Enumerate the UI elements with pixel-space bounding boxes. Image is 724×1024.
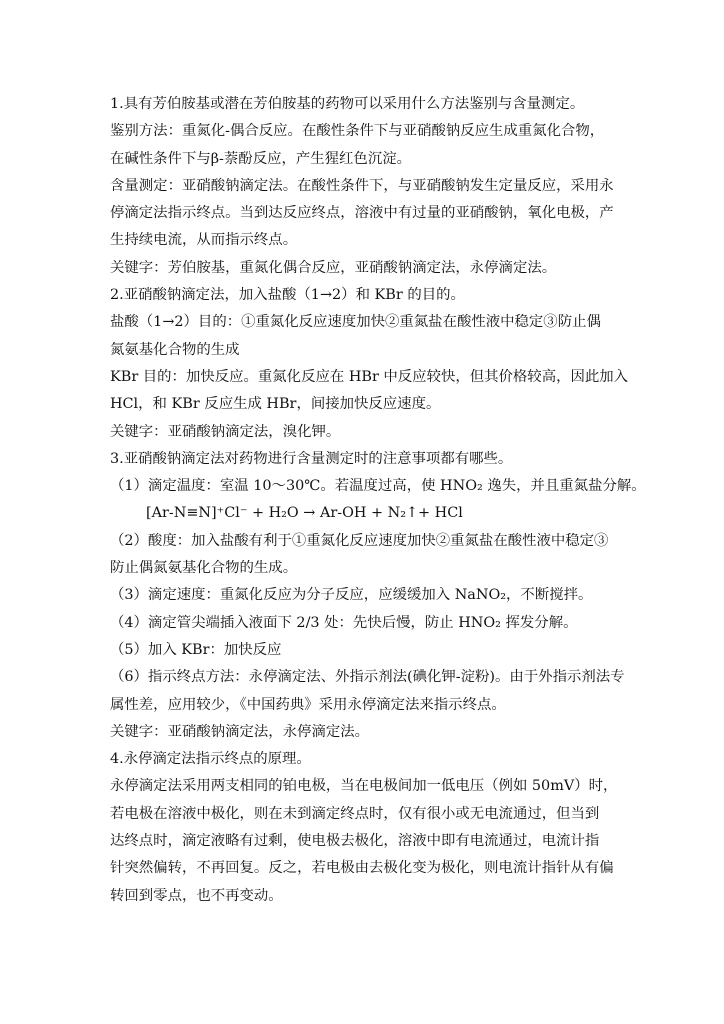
list-item: （1）滴定温度：室温 10～30℃。若温度过高，使 HNO₂ 逸失，并且重氮盐分解。 — [110, 478, 646, 495]
reaction-formula: [Ar-N≡N]⁺Cl⁻ + H₂O → Ar-OH + N₂↑+ HCl — [146, 505, 463, 522]
q4-title: 4.永停滴定法指示终点的原理。 — [110, 751, 311, 768]
document-body — [110, 91, 646, 910]
text-line: 若电极在溶液中极化，则在未到滴定终点时，仅有很小或无电流通过，但当到 — [110, 805, 600, 822]
text-line: 永停滴定法采用两支相同的铂电极，当在电极间加一低电压（例如 50mV）时， — [110, 778, 618, 795]
text-line: 盐酸（1→2）目的：①重氮化反应速度加快②重氮盐在酸性液中稳定③防止偶 — [110, 314, 601, 331]
text-line: 氮氨基化合物的生成 — [110, 341, 240, 358]
keywords-line: 关键字：亚硝酸钠滴定法，溴化钾。 — [110, 423, 341, 440]
text-line: 针突然偏转，不再回复。反之，若电极由去极化变为极化，则电流计指针从有偏 — [110, 860, 614, 877]
text-line: 转回到零点，也不再变动。 — [110, 887, 283, 904]
text-line: 达终点时，滴定液略有过剩，使电极去极化，溶液中即有电流通过，电流计指 — [110, 833, 600, 850]
q3-title: 3.亚硝酸钠滴定法对药物进行含量测定时的注意事项都有哪些。 — [110, 450, 513, 467]
list-item: （3）滴定速度：重氮化反应为分子反应，应缓缓加入 NaNO₂，不断搅拌。 — [110, 587, 593, 604]
text-line: 鉴别方法：重氮化-偶合反应。在酸性条件下与亚硝酸钠反应生成重氮化合物， — [110, 123, 605, 140]
text-line: 生持续电流，从而指示终点。 — [110, 232, 298, 249]
text-line: 在碱性条件下与β-萘酚反应，产生猩红色沉淀。 — [110, 150, 411, 167]
list-item: （2）酸度：加入盐酸有利于①重氮化反应速度加快②重氮盐在酸性液中稳定③ — [110, 532, 609, 549]
q1-title: 1.具有芳伯胺基或潜在芳伯胺基的药物可以采用什么方法鉴别与含量测定。 — [110, 96, 585, 112]
text-line: 防止偶氮氨基化合物的生成。 — [110, 560, 298, 577]
keywords-line: 关键字：亚硝酸钠滴定法，永停滴定法。 — [110, 723, 370, 740]
text-line: HCl，和 KBr 反应生成 HBr，间接加快反应速度。 — [110, 396, 441, 413]
text-line: KBr 目的：加快反应。重氮化反应在 HBr 中反应较快，但其价格较高，因此加入 — [110, 368, 629, 385]
text-line: 停滴定法指示终点。当到达反应终点，溶液中有过量的亚硝酸钠，氧化电极，产 — [110, 205, 614, 222]
list-item: （4）滴定管尖端插入液面下 2/3 处：先快后慢，防止 HNO₂ 挥发分解。 — [110, 614, 578, 631]
q2-title: 2.亚硝酸钠滴定法，加入盐酸（1→2）和 KBr 的目的。 — [110, 287, 465, 304]
keywords-line: 关键字：芳伯胺基，重氮化偶合反应，亚硝酸钠滴定法，永停滴定法。 — [110, 259, 557, 276]
text-line: 含量测定：亚硝酸钠滴定法。在酸性条件下，与亚硝酸钠发生定量反应，采用永 — [110, 177, 614, 194]
list-item: （6）指示终点方法：永停滴定法、外指示剂法(碘化钾-淀粉)。由于外指示剂法专 — [110, 669, 625, 686]
text-line: 属性差，应用较少，《中国药典》采用永停滴定法来指示终点。 — [110, 696, 506, 713]
list-item: （5）加入 KBr：加快反应 — [110, 641, 282, 658]
